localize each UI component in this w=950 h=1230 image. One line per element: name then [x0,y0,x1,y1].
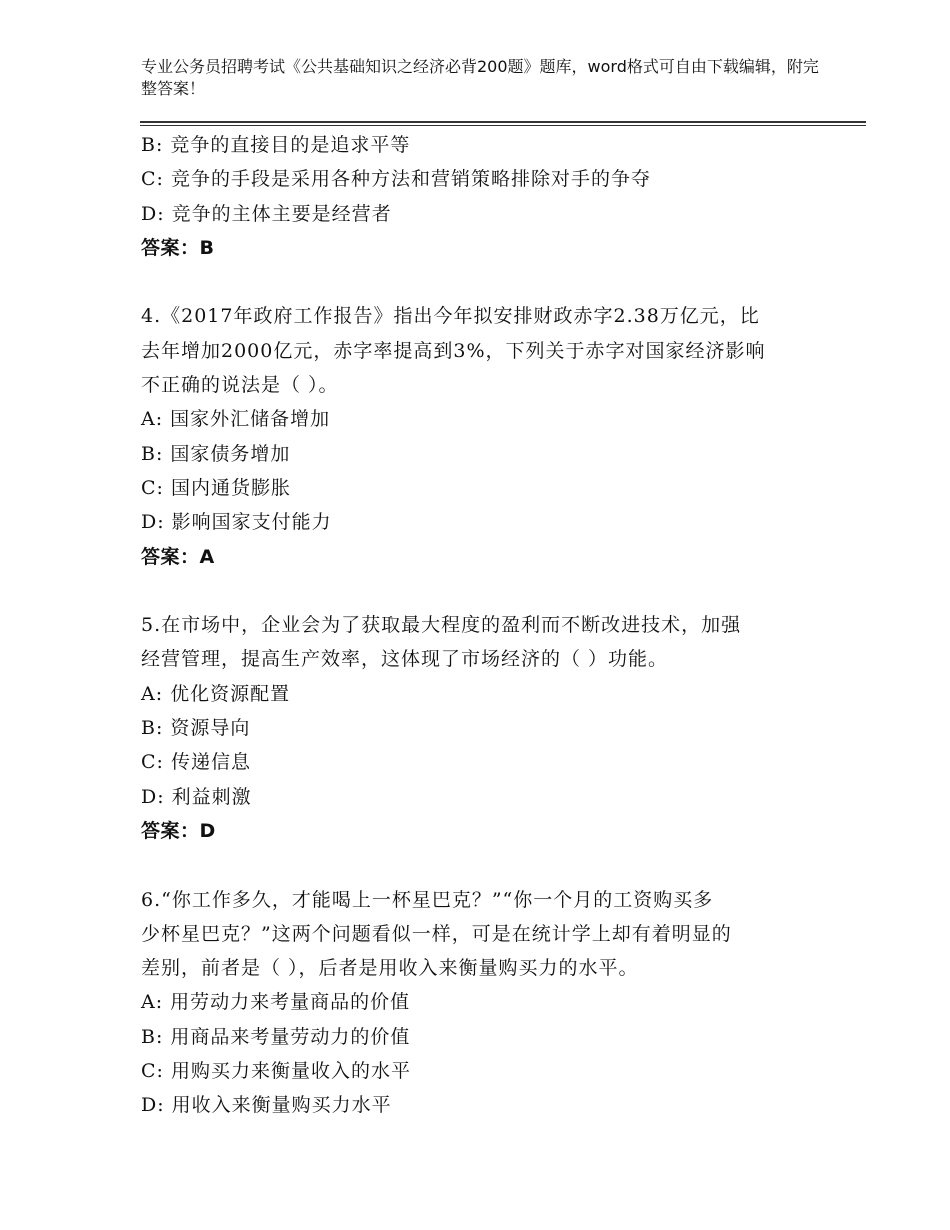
option-b: B: 用商品来考量劳动力的价值 [141,1025,411,1048]
option-d: D: 用收入来衡量购买力水平 [141,1094,392,1117]
answer-line: 答案：B [141,236,215,259]
question-stem-line: 差别，前者是（ ），后者是用收入来衡量购买力的水平。 [141,957,639,980]
answer-line: 答案：D [141,819,216,842]
question-stem-line: 经营管理，提高生产效率，这体现了市场经济的（ ）功能。 [141,648,669,671]
spacer [141,848,813,882]
spacer [141,265,813,299]
option-b: B: 竞争的直接目的是追求平等 [141,134,411,156]
document-header [141,56,821,100]
option-d: D: 竞争的主体主要是经营者 [141,202,392,225]
option-c: C: 国内通货膨胀 [141,476,291,499]
option-c: C: 用购买力来衡量收入的水平 [141,1060,411,1083]
option-a: A: 优化资源配置 [141,682,291,705]
question-list [141,128,813,1123]
option-d: D: 利益刺激 [141,785,252,808]
question-5 [141,608,813,848]
header-rule-thick [140,121,866,123]
question-4 [141,299,813,573]
question-3-partial [141,128,813,265]
option-d: D: 影响国家支付能力 [141,511,332,534]
question-stem-line: 6.“你工作多久，才能喝上一杯星巴克？”“你一个月的工资购买多 [141,888,714,911]
option-c: C: 竞争的手段是采用各种方法和营销策略排除对手的争夺 [141,168,651,191]
header-rule-thin [140,125,866,126]
question-stem-line: 不正确的说法是（ ）。 [141,374,339,397]
option-a: A: 国家外汇储备增加 [141,408,331,431]
question-stem-line: 少杯星巴克？”这两个问题看似一样，可是在统计学上却有着明显的 [141,922,732,945]
option-b: B: 国家债务增加 [141,442,291,465]
option-c: C: 传递信息 [141,751,251,774]
spacer [141,574,813,608]
question-stem-line: 4.《2017年政府工作报告》指出今年拟安排财政赤字2.38万亿元，比 [141,305,760,328]
header-text: 专业公务员招聘考试《公共基础知识之经济必背200题》题库，word格式可自由下载编辑，附完整答案！ [141,57,819,98]
option-b: B: 资源导向 [141,717,251,740]
option-a: A: 用劳动力来考量商品的价值 [141,991,411,1014]
question-stem-line: 5.在市场中，企业会为了获取最大程度的盈利而不断改进技术，加强 [141,614,742,637]
question-6 [141,883,813,1123]
answer-line: 答案：A [141,545,215,568]
question-stem-line: 去年增加2000亿元，赤字率提高到3%，下列关于赤字对国家经济影响 [141,339,766,362]
